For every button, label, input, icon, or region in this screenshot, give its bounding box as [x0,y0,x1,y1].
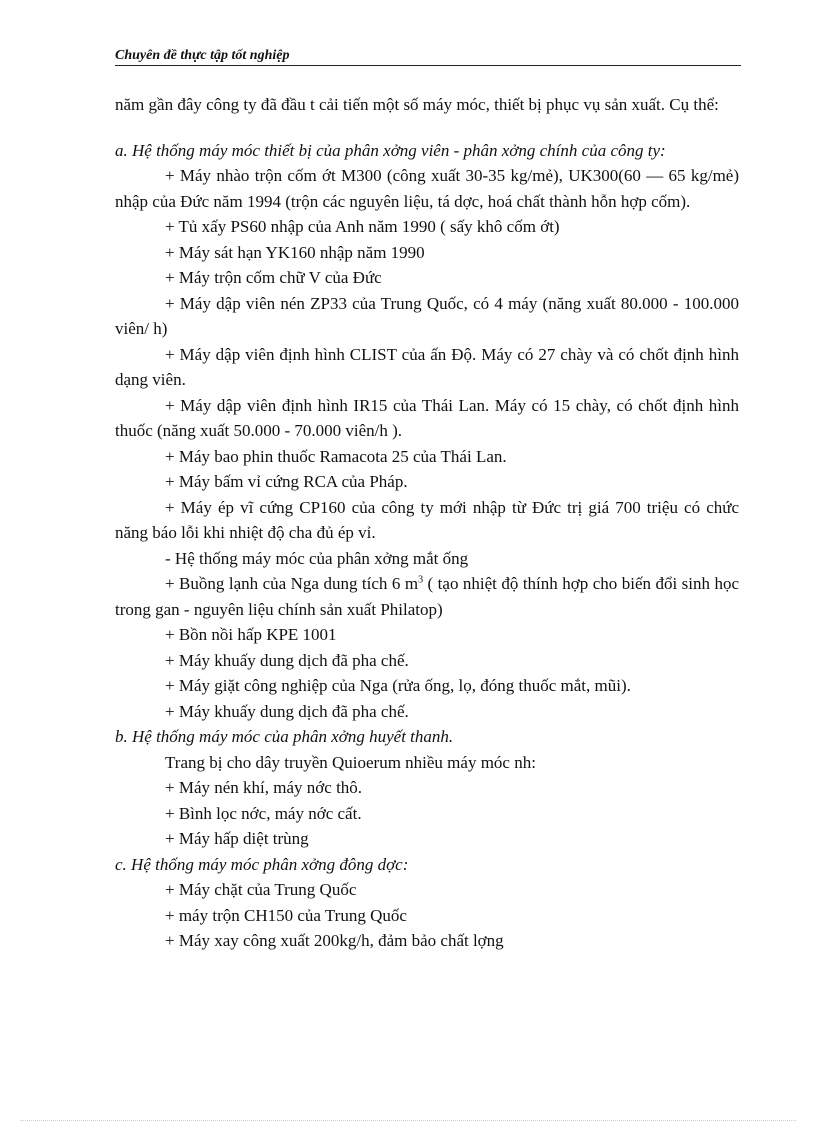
list-item: + Máy hấp diệt trùng [165,829,309,848]
list-item: + Máy bấm vỉ cứng RCA của Pháp. [165,472,408,491]
list-item: + Bình lọc nớc, máy nớc cất. [165,803,362,823]
list-item: + Máy xay công xuất 200kg/h, đảm bảo chất lợng [165,931,504,950]
list-item: + Máy dập viên định hình IR15 của Thái Lan. Máy có 15 chày, có chốt định hình thuốc (năng xuất 50.000 - 70.000 viên/h ). [115,395,739,440]
superscript-3: 3 [418,574,424,586]
list-item: + Máy giặt công nghiệp của Nga (rửa ống, lọ, đóng thuốc mắt, mũi). [165,676,631,695]
page-bottom-divider [20,1120,796,1121]
cold-room-text: + Buồng lạnh của Nga dung tích 6 m [165,574,419,593]
spacer [115,118,739,138]
list-item: + Tủ xấy PS60 nhập của Anh năm 1990 ( sấy khô cốm ớt) [165,217,560,236]
list-item: - Hệ thống máy móc của phân xởng mắt ống [165,548,469,568]
list-item: + Máy trộn cốm chữ V của Đức [165,268,382,287]
list-item: + Máy dập viên nén ZP33 của Trung Quốc, có 4 máy (năng xuất 80.000 - 100.000 viên/ h) [115,293,739,338]
list-item: + Máy ép vĩ cứng CP160 của công ty mới nhập từ Đức trị giá 700 triệu có chức năng báo lỗi khi nhiệt độ cha đủ ép vỉ. [115,497,739,542]
list-item: + Máy chặt của Trung Quốc [165,880,357,899]
list-item: + Máy bao phin thuốc Ramacota 25 của Thái Lan. [165,446,507,466]
section-b-lead: Trang bị cho dây truyền Quioerum nhiều máy móc nh: [165,752,536,772]
list-item: + Máy sát hạn YK160 nhập năm 1990 [165,242,425,262]
list-item: + Bồn nồi hấp KPE 1001 [165,625,337,644]
section-b-heading: b. Hệ thống máy móc của phân xởng huyết thanh. [115,727,454,746]
intro-paragraph: năm gần đây công ty đã đầu t cải tiến một số máy móc, thiết bị phục vụ sản xuất. Cụ thể: [115,95,719,114]
cold-room-text-rest: ( tạo nhiệt độ thính hợp cho biến đổi sinh học trong gan - nguyên liệu chính sản xuất Philatop) [115,574,740,619]
list-item: + Máy nén khí, máy nớc thô. [165,778,363,797]
section-a-heading: a. Hệ thống máy móc thiết bị của phân xởng viên - phân xởng chính của công ty: [115,140,666,160]
document-body [115,92,739,954]
cold-room-item [115,571,739,622]
list-item: + Máy nhào trộn cốm ớt M300 (công xuất 30-35 kg/mẻ), UK300(60 — 65 kg/mẻ) nhập của Đức năm 1994 (trộn các nguyên liệu, tá dợc, hoá chất thành hỗn hợp cốm). [115,166,739,211]
list-item: + Máy dập viên định hình CLIST của ấn Độ. Máy có 27 chày và có chốt định hình dạng viên. [115,344,739,389]
page-header: Chuyên đề thực tập tốt nghiệp [115,48,741,66]
list-item: + Máy khuấy dung dịch đã pha chế. [165,701,409,721]
list-item: + Máy khuấy dung dịch đã pha chế. [165,650,409,670]
list-item: + máy trộn CH150 của Trung Quốc [165,905,407,925]
section-c-heading: c. Hệ thống máy móc phân xởng đông dợc: [115,854,409,874]
